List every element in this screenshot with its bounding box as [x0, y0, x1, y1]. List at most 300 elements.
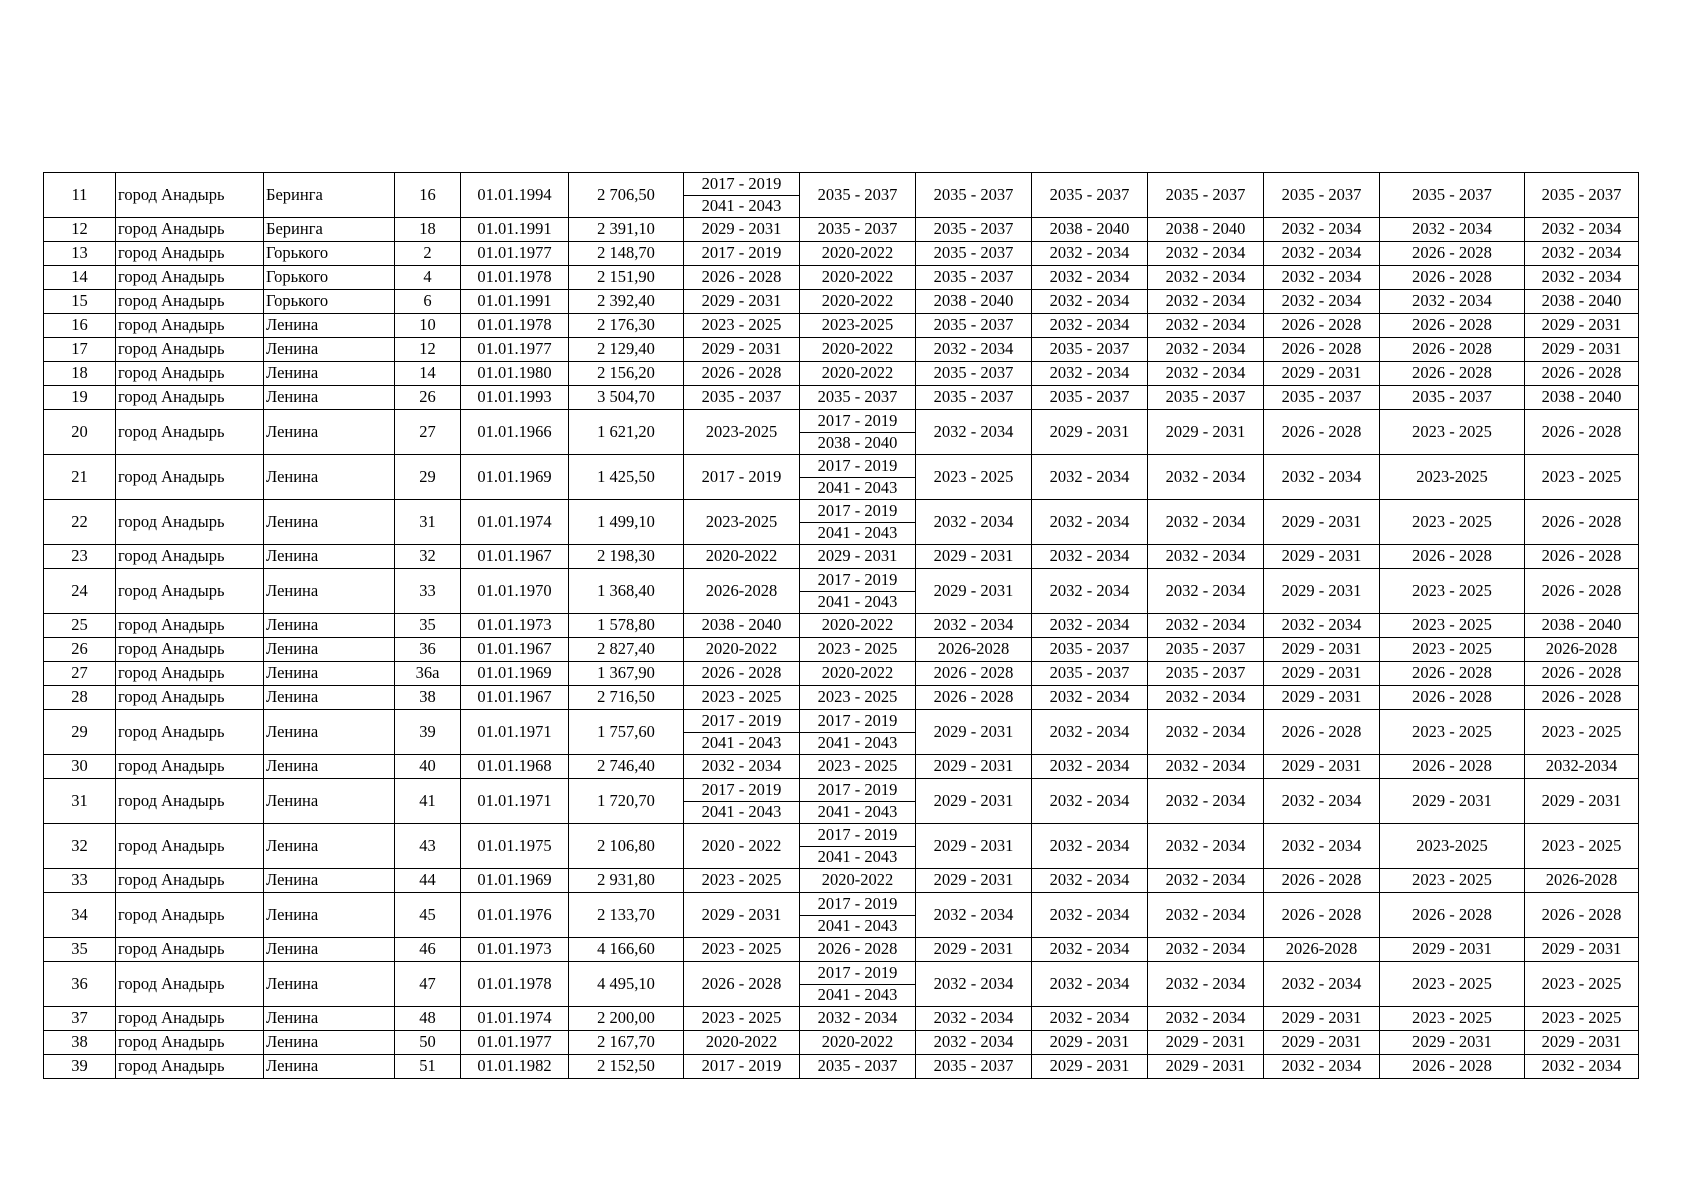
- table-row: [44, 173, 1639, 218]
- locality-cell: город Анадырь: [116, 824, 264, 869]
- period-value: 2017 - 2019: [817, 779, 898, 799]
- period-c4-cell: 2032 - 2034: [1032, 869, 1148, 893]
- period-c5-cell: 2032 - 2034: [1148, 710, 1264, 755]
- area-cell: 2 133,70: [569, 893, 684, 938]
- period-c3-cell: 2035 - 2037: [916, 386, 1032, 410]
- period-c5-cell: 2029 - 2031: [1148, 410, 1264, 455]
- area-cell: 4 166,60: [569, 938, 684, 962]
- locality-cell: город Анадырь: [116, 638, 264, 662]
- area-cell: 2 746,40: [569, 755, 684, 779]
- period-value: 2041 - 2043: [684, 801, 799, 824]
- period-c1-cell: 2023 - 2025: [684, 314, 800, 338]
- house-number-cell: 26: [395, 386, 461, 410]
- period-c2-cell: 2020-2022: [800, 662, 916, 686]
- period-c5-cell: 2032 - 2034: [1148, 242, 1264, 266]
- table-row: [44, 686, 1639, 710]
- period-c5-cell: 2032 - 2034: [1148, 500, 1264, 545]
- area-cell: 2 156,20: [569, 362, 684, 386]
- period-c4-cell: 2032 - 2034: [1032, 500, 1148, 545]
- commission-date-cell: 01.01.1971: [461, 779, 569, 824]
- commission-date-cell: 01.01.1968: [461, 755, 569, 779]
- period-c2-cell: 2032 - 2034: [800, 1007, 916, 1031]
- table-row: [44, 824, 1639, 869]
- period-c8-cell: 2032 - 2034: [1525, 266, 1639, 290]
- row-number-cell: 19: [44, 386, 116, 410]
- commission-date-cell: 01.01.1977: [461, 1031, 569, 1055]
- period-c7-cell: 2026 - 2028: [1380, 545, 1525, 569]
- row-number-cell: 11: [44, 173, 116, 218]
- period-value: 2023-2025: [705, 511, 778, 531]
- period-c8-cell: 2026-2028: [1525, 869, 1639, 893]
- street-cell: Ленина: [264, 410, 395, 455]
- period-c5-cell: 2032 - 2034: [1148, 869, 1264, 893]
- street-cell: Ленина: [264, 779, 395, 824]
- period-value: 2041 - 2043: [800, 522, 915, 545]
- row-number-cell: 38: [44, 1031, 116, 1055]
- period-c8-cell: 2026 - 2028: [1525, 662, 1639, 686]
- area-cell: 2 200,00: [569, 1007, 684, 1031]
- area-cell: 2 176,30: [569, 314, 684, 338]
- area-cell: 1 578,80: [569, 614, 684, 638]
- period-c2-cell: 2023 - 2025: [800, 686, 916, 710]
- commission-date-cell: 01.01.1978: [461, 266, 569, 290]
- commission-date-cell: 01.01.1982: [461, 1055, 569, 1079]
- period-c5-cell: 2032 - 2034: [1148, 362, 1264, 386]
- period-c3-cell: 2029 - 2031: [916, 545, 1032, 569]
- house-number-cell: 38: [395, 686, 461, 710]
- table-row: [44, 938, 1639, 962]
- period-c1-cell: [684, 824, 800, 869]
- period-value: 2041 - 2043: [800, 801, 915, 824]
- period-c1-cell: [684, 410, 800, 455]
- period-value: 2020 - 2022: [701, 835, 782, 855]
- period-c6-cell: 2032 - 2034: [1264, 614, 1380, 638]
- period-c1-cell: 2026 - 2028: [684, 266, 800, 290]
- period-c3-cell: 2026 - 2028: [916, 662, 1032, 686]
- period-c3-cell: 2032 - 2034: [916, 500, 1032, 545]
- commission-date-cell: 01.01.1969: [461, 662, 569, 686]
- period-c2-cell: 2026 - 2028: [800, 938, 916, 962]
- row-number-cell: 36: [44, 962, 116, 1007]
- period-c4-cell: 2032 - 2034: [1032, 290, 1148, 314]
- period-c8-cell: 2026-2028: [1525, 638, 1639, 662]
- commission-date-cell: 01.01.1969: [461, 455, 569, 500]
- period-c8-cell: 2023 - 2025: [1525, 1007, 1639, 1031]
- period-c4-cell: 2032 - 2034: [1032, 755, 1148, 779]
- period-c2-cell: 2020-2022: [800, 290, 916, 314]
- period-c6-cell: 2032 - 2034: [1264, 1055, 1380, 1079]
- period-c3-cell: 2029 - 2031: [916, 710, 1032, 755]
- period-value: 2041 - 2043: [800, 846, 915, 869]
- street-cell: Ленина: [264, 614, 395, 638]
- period-c5-cell: 2035 - 2037: [1148, 638, 1264, 662]
- period-value: 2017 - 2019: [817, 710, 898, 730]
- house-number-cell: 36а: [395, 662, 461, 686]
- period-c8-cell: 2026 - 2028: [1525, 410, 1639, 455]
- period-c7-cell: 2023 - 2025: [1380, 962, 1525, 1007]
- period-c1-cell: 2023 - 2025: [684, 938, 800, 962]
- locality-cell: город Анадырь: [116, 410, 264, 455]
- period-c8-cell: 2029 - 2031: [1525, 1031, 1639, 1055]
- commission-date-cell: 01.01.1967: [461, 686, 569, 710]
- table-row: [44, 1055, 1639, 1079]
- period-c2-cell: 2029 - 2031: [800, 545, 916, 569]
- table-row: [44, 1031, 1639, 1055]
- period-c7-cell: 2023-2025: [1380, 824, 1525, 869]
- period-value: 2041 - 2043: [800, 915, 915, 938]
- street-cell: Ленина: [264, 545, 395, 569]
- period-c1-cell: 2023 - 2025: [684, 869, 800, 893]
- commission-date-cell: 01.01.1978: [461, 962, 569, 1007]
- period-c6-cell: 2026 - 2028: [1264, 710, 1380, 755]
- period-value: 2023-2025: [705, 421, 778, 441]
- area-cell: 1 720,70: [569, 779, 684, 824]
- period-c7-cell: 2023 - 2025: [1380, 869, 1525, 893]
- house-number-cell: 16: [395, 173, 461, 218]
- period-c3-cell: 2038 - 2040: [916, 290, 1032, 314]
- locality-cell: город Анадырь: [116, 938, 264, 962]
- area-cell: 2 392,40: [569, 290, 684, 314]
- period-value: 2017 - 2019: [817, 962, 898, 982]
- commission-date-cell: 01.01.1970: [461, 569, 569, 614]
- period-c7-cell: 2026 - 2028: [1380, 1055, 1525, 1079]
- area-cell: 3 504,70: [569, 386, 684, 410]
- locality-cell: город Анадырь: [116, 869, 264, 893]
- table-row: [44, 410, 1639, 455]
- period-c3-cell: 2035 - 2037: [916, 173, 1032, 218]
- commission-date-cell: 01.01.1967: [461, 545, 569, 569]
- locality-cell: город Анадырь: [116, 362, 264, 386]
- table-row: [44, 242, 1639, 266]
- commission-date-cell: 01.01.1973: [461, 614, 569, 638]
- locality-cell: город Анадырь: [116, 755, 264, 779]
- period-c6-cell: 2029 - 2031: [1264, 686, 1380, 710]
- area-cell: 2 151,90: [569, 266, 684, 290]
- area-cell: 4 495,10: [569, 962, 684, 1007]
- period-c8-cell: 2026 - 2028: [1525, 686, 1639, 710]
- period-c6-cell: 2029 - 2031: [1264, 569, 1380, 614]
- period-value: 2041 - 2043: [684, 195, 799, 218]
- period-c1-cell: 2032 - 2034: [684, 755, 800, 779]
- area-cell: 1 499,10: [569, 500, 684, 545]
- period-c1-cell: [684, 455, 800, 500]
- period-c7-cell: 2035 - 2037: [1380, 386, 1525, 410]
- period-c3-cell: 2035 - 2037: [916, 314, 1032, 338]
- period-value: 2029 - 2031: [701, 904, 782, 924]
- period-c7-cell: 2023 - 2025: [1380, 410, 1525, 455]
- period-c6-cell: 2029 - 2031: [1264, 1031, 1380, 1055]
- period-c4-cell: 2032 - 2034: [1032, 545, 1148, 569]
- period-c4-cell: 2032 - 2034: [1032, 1007, 1148, 1031]
- area-cell: 1 757,60: [569, 710, 684, 755]
- period-c2-cell: [800, 710, 916, 755]
- period-c6-cell: 2032 - 2034: [1264, 455, 1380, 500]
- table-body: [44, 173, 1639, 1079]
- period-c7-cell: 2026 - 2028: [1380, 338, 1525, 362]
- commission-date-cell: 01.01.1974: [461, 500, 569, 545]
- house-number-cell: 40: [395, 755, 461, 779]
- period-c3-cell: 2032 - 2034: [916, 1031, 1032, 1055]
- street-cell: Горького: [264, 242, 395, 266]
- period-c7-cell: 2026 - 2028: [1380, 662, 1525, 686]
- period-value: 2017 - 2019: [817, 410, 898, 430]
- period-c1-cell: 2017 - 2019: [684, 1055, 800, 1079]
- period-c7-cell: 2029 - 2031: [1380, 1031, 1525, 1055]
- period-c8-cell: 2029 - 2031: [1525, 314, 1639, 338]
- period-c7-cell: 2026 - 2028: [1380, 266, 1525, 290]
- period-c7-cell: 2023-2025: [1380, 455, 1525, 500]
- period-c3-cell: 2032 - 2034: [916, 1007, 1032, 1031]
- period-c4-cell: 2032 - 2034: [1032, 314, 1148, 338]
- period-c8-cell: 2023 - 2025: [1525, 824, 1639, 869]
- street-cell: Ленина: [264, 824, 395, 869]
- house-number-cell: 44: [395, 869, 461, 893]
- period-c1-cell: 2017 - 2019: [684, 242, 800, 266]
- period-c5-cell: 2032 - 2034: [1148, 755, 1264, 779]
- period-c6-cell: 2029 - 2031: [1264, 1007, 1380, 1031]
- house-number-cell: 29: [395, 455, 461, 500]
- period-c2-cell: [800, 569, 916, 614]
- period-c3-cell: 2035 - 2037: [916, 266, 1032, 290]
- locality-cell: город Анадырь: [116, 710, 264, 755]
- period-c4-cell: 2035 - 2037: [1032, 638, 1148, 662]
- row-number-cell: 23: [44, 545, 116, 569]
- period-c3-cell: 2032 - 2034: [916, 962, 1032, 1007]
- period-c5-cell: 2032 - 2034: [1148, 962, 1264, 1007]
- row-number-cell: 22: [44, 500, 116, 545]
- period-c3-cell: 2029 - 2031: [916, 869, 1032, 893]
- period-c8-cell: 2029 - 2031: [1525, 779, 1639, 824]
- period-c7-cell: 2026 - 2028: [1380, 242, 1525, 266]
- period-c1-cell: 2026 - 2028: [684, 662, 800, 686]
- period-value: 2017 - 2019: [817, 893, 898, 913]
- commission-date-cell: 01.01.1974: [461, 1007, 569, 1031]
- period-c6-cell: 2029 - 2031: [1264, 662, 1380, 686]
- period-c2-cell: [800, 500, 916, 545]
- period-c2-cell: 2020-2022: [800, 338, 916, 362]
- commission-date-cell: 01.01.1973: [461, 938, 569, 962]
- period-c1-cell: 2029 - 2031: [684, 338, 800, 362]
- row-number-cell: 30: [44, 755, 116, 779]
- period-c7-cell: 2026 - 2028: [1380, 755, 1525, 779]
- locality-cell: город Анадырь: [116, 1031, 264, 1055]
- period-c1-cell: 2029 - 2031: [684, 218, 800, 242]
- commission-date-cell: 01.01.1967: [461, 638, 569, 662]
- house-number-cell: 10: [395, 314, 461, 338]
- period-c8-cell: 2026 - 2028: [1525, 500, 1639, 545]
- period-c4-cell: 2038 - 2040: [1032, 218, 1148, 242]
- street-cell: Ленина: [264, 338, 395, 362]
- locality-cell: город Анадырь: [116, 173, 264, 218]
- period-c7-cell: 2026 - 2028: [1380, 314, 1525, 338]
- period-c2-cell: 2035 - 2037: [800, 386, 916, 410]
- period-c4-cell: 2029 - 2031: [1032, 1031, 1148, 1055]
- house-number-cell: 36: [395, 638, 461, 662]
- period-c5-cell: 2029 - 2031: [1148, 1055, 1264, 1079]
- period-c5-cell: 2032 - 2034: [1148, 338, 1264, 362]
- period-c5-cell: 2032 - 2034: [1148, 545, 1264, 569]
- period-c6-cell: 2029 - 2031: [1264, 545, 1380, 569]
- period-c6-cell: 2026-2028: [1264, 938, 1380, 962]
- street-cell: Ленина: [264, 1031, 395, 1055]
- period-c6-cell: 2035 - 2037: [1264, 173, 1380, 218]
- street-cell: Ленина: [264, 938, 395, 962]
- period-c7-cell: 2026 - 2028: [1380, 893, 1525, 938]
- house-number-cell: 45: [395, 893, 461, 938]
- table-row: [44, 362, 1639, 386]
- period-c8-cell: 2023 - 2025: [1525, 962, 1639, 1007]
- period-value: 2041 - 2043: [800, 591, 915, 614]
- area-cell: 1 368,40: [569, 569, 684, 614]
- house-number-cell: 31: [395, 500, 461, 545]
- commission-date-cell: 01.01.1975: [461, 824, 569, 869]
- period-c4-cell: 2035 - 2037: [1032, 662, 1148, 686]
- period-value: 2017 - 2019: [817, 824, 898, 844]
- period-value: 2017 - 2019: [701, 779, 782, 799]
- row-number-cell: 32: [44, 824, 116, 869]
- commission-date-cell: 01.01.1991: [461, 218, 569, 242]
- row-number-cell: 12: [44, 218, 116, 242]
- row-number-cell: 25: [44, 614, 116, 638]
- period-c4-cell: 2035 - 2037: [1032, 386, 1148, 410]
- period-c1-cell: 2038 - 2040: [684, 614, 800, 638]
- house-number-cell: 43: [395, 824, 461, 869]
- period-c4-cell: 2032 - 2034: [1032, 569, 1148, 614]
- house-number-cell: 32: [395, 545, 461, 569]
- period-c3-cell: 2032 - 2034: [916, 410, 1032, 455]
- period-c6-cell: 2029 - 2031: [1264, 500, 1380, 545]
- commission-date-cell: 01.01.1976: [461, 893, 569, 938]
- period-c1-cell: 2023 - 2025: [684, 1007, 800, 1031]
- period-c1-cell: 2020-2022: [684, 545, 800, 569]
- table-row: [44, 710, 1639, 755]
- period-c4-cell: 2032 - 2034: [1032, 938, 1148, 962]
- street-cell: Ленина: [264, 686, 395, 710]
- period-c5-cell: 2032 - 2034: [1148, 614, 1264, 638]
- period-c5-cell: 2035 - 2037: [1148, 662, 1264, 686]
- house-number-cell: 47: [395, 962, 461, 1007]
- period-c2-cell: 2023-2025: [800, 314, 916, 338]
- period-c3-cell: 2035 - 2037: [916, 242, 1032, 266]
- area-cell: 2 148,70: [569, 242, 684, 266]
- period-c5-cell: 2032 - 2034: [1148, 779, 1264, 824]
- row-number-cell: 20: [44, 410, 116, 455]
- period-c7-cell: 2023 - 2025: [1380, 1007, 1525, 1031]
- table-row: [44, 614, 1639, 638]
- row-number-cell: 28: [44, 686, 116, 710]
- table-row: [44, 314, 1639, 338]
- period-c1-cell: 2020-2022: [684, 1031, 800, 1055]
- row-number-cell: 35: [44, 938, 116, 962]
- period-c3-cell: 2029 - 2031: [916, 755, 1032, 779]
- period-value: 2017 - 2019: [701, 466, 782, 486]
- period-c5-cell: 2032 - 2034: [1148, 569, 1264, 614]
- locality-cell: город Анадырь: [116, 455, 264, 500]
- period-c2-cell: 2020-2022: [800, 869, 916, 893]
- area-cell: 2 827,40: [569, 638, 684, 662]
- row-number-cell: 29: [44, 710, 116, 755]
- period-c4-cell: 2032 - 2034: [1032, 824, 1148, 869]
- period-c2-cell: [800, 410, 916, 455]
- period-value: 2041 - 2043: [684, 732, 799, 755]
- period-c8-cell: 2026 - 2028: [1525, 362, 1639, 386]
- period-c4-cell: 2032 - 2034: [1032, 962, 1148, 1007]
- table-row: [44, 386, 1639, 410]
- area-cell: 2 391,10: [569, 218, 684, 242]
- street-cell: Горького: [264, 290, 395, 314]
- period-c8-cell: 2035 - 2037: [1525, 173, 1639, 218]
- period-c8-cell: 2023 - 2025: [1525, 710, 1639, 755]
- house-number-cell: 4: [395, 266, 461, 290]
- period-c2-cell: 2023 - 2025: [800, 755, 916, 779]
- commission-date-cell: 01.01.1966: [461, 410, 569, 455]
- period-c3-cell: 2032 - 2034: [916, 338, 1032, 362]
- period-c7-cell: 2023 - 2025: [1380, 638, 1525, 662]
- period-value: 2026-2028: [705, 580, 778, 600]
- street-cell: Ленина: [264, 638, 395, 662]
- commission-date-cell: 01.01.1977: [461, 242, 569, 266]
- period-c1-cell: [684, 173, 800, 218]
- street-cell: Ленина: [264, 386, 395, 410]
- street-cell: Ленина: [264, 755, 395, 779]
- street-cell: Горького: [264, 266, 395, 290]
- period-c7-cell: 2032 - 2034: [1380, 290, 1525, 314]
- period-c4-cell: 2032 - 2034: [1032, 614, 1148, 638]
- period-c3-cell: 2029 - 2031: [916, 938, 1032, 962]
- period-c3-cell: 2035 - 2037: [916, 218, 1032, 242]
- period-c3-cell: 2029 - 2031: [916, 779, 1032, 824]
- period-c5-cell: 2038 - 2040: [1148, 218, 1264, 242]
- period-value: 2026 - 2028: [701, 973, 782, 993]
- period-c4-cell: 2032 - 2034: [1032, 779, 1148, 824]
- period-value: 2017 - 2019: [701, 173, 782, 193]
- area-cell: 2 706,50: [569, 173, 684, 218]
- row-number-cell: 13: [44, 242, 116, 266]
- commission-date-cell: 01.01.1971: [461, 710, 569, 755]
- locality-cell: город Анадырь: [116, 545, 264, 569]
- row-number-cell: 15: [44, 290, 116, 314]
- table-row: [44, 962, 1639, 1007]
- period-c4-cell: 2032 - 2034: [1032, 242, 1148, 266]
- period-c8-cell: 2029 - 2031: [1525, 338, 1639, 362]
- locality-cell: город Анадырь: [116, 962, 264, 1007]
- area-cell: 2 152,50: [569, 1055, 684, 1079]
- row-number-cell: 33: [44, 869, 116, 893]
- row-number-cell: 31: [44, 779, 116, 824]
- period-c4-cell: 2032 - 2034: [1032, 455, 1148, 500]
- period-c5-cell: 2035 - 2037: [1148, 386, 1264, 410]
- locality-cell: город Анадырь: [116, 386, 264, 410]
- period-c3-cell: 2032 - 2034: [916, 893, 1032, 938]
- table-row: [44, 500, 1639, 545]
- period-c3-cell: 2026 - 2028: [916, 686, 1032, 710]
- period-c8-cell: 2026 - 2028: [1525, 893, 1639, 938]
- period-c2-cell: 2020-2022: [800, 614, 916, 638]
- period-value: 2017 - 2019: [817, 455, 898, 475]
- locality-cell: город Анадырь: [116, 290, 264, 314]
- period-c6-cell: 2026 - 2028: [1264, 338, 1380, 362]
- street-cell: Беринга: [264, 218, 395, 242]
- period-c1-cell: [684, 779, 800, 824]
- street-cell: Ленина: [264, 869, 395, 893]
- period-c2-cell: 2035 - 2037: [800, 1055, 916, 1079]
- period-c2-cell: 2020-2022: [800, 1031, 916, 1055]
- locality-cell: город Анадырь: [116, 614, 264, 638]
- period-c2-cell: [800, 779, 916, 824]
- locality-cell: город Анадырь: [116, 893, 264, 938]
- period-value: 2041 - 2043: [800, 984, 915, 1007]
- commission-date-cell: 01.01.1977: [461, 338, 569, 362]
